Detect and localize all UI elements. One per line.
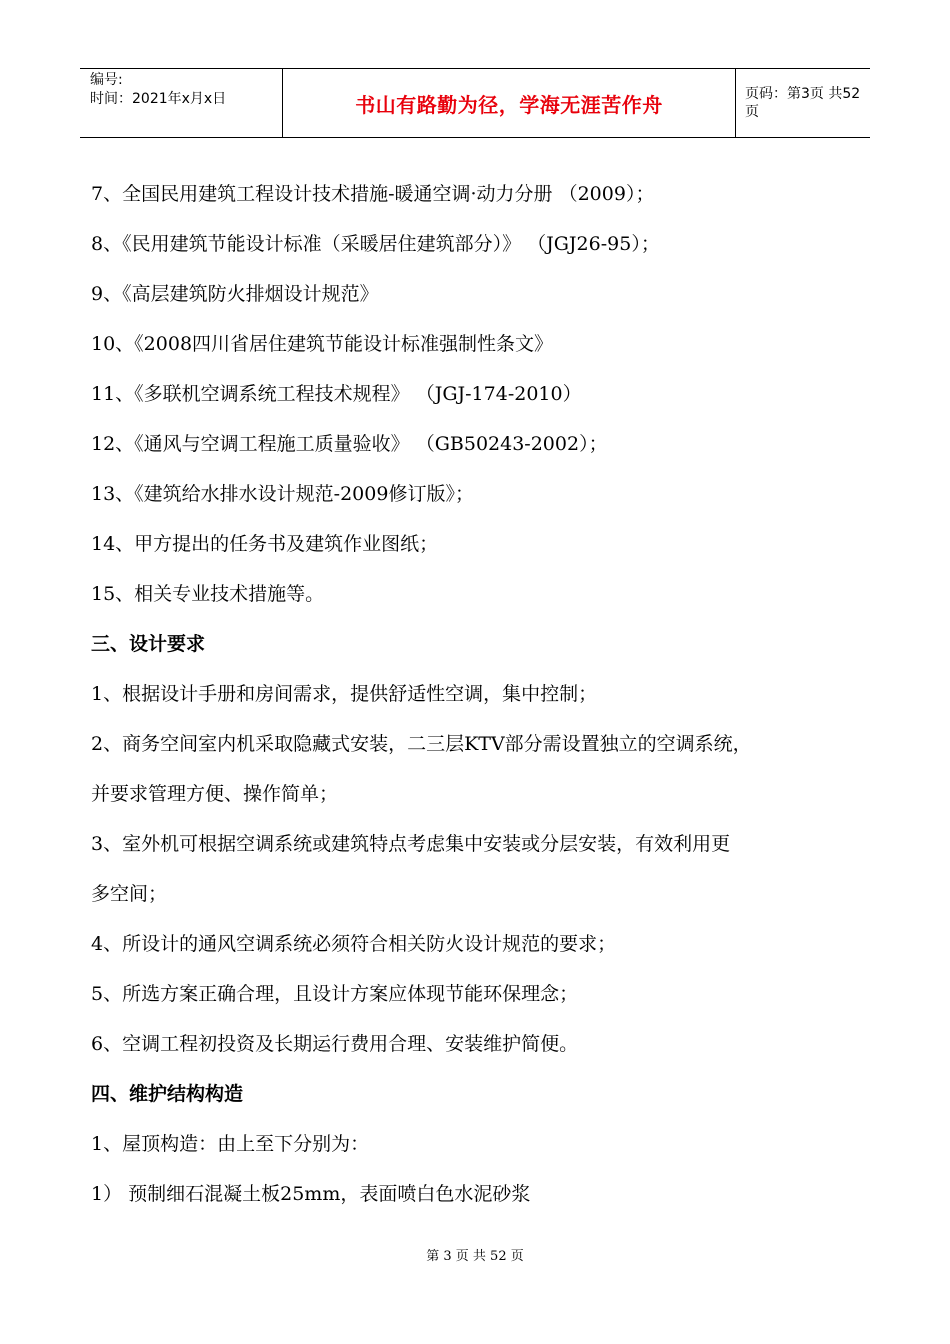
body-line: 14、甲方提出的任务书及建筑作业图纸； [91, 533, 439, 555]
time-label: 时间：2021年x月x日 [90, 91, 227, 107]
header-left-cell [80, 69, 282, 137]
number-label: 编号: [90, 72, 123, 88]
body-line: 多空间； [91, 883, 168, 905]
page-header [80, 68, 870, 138]
body-line: 8、《民用建筑节能设计标准（采暖居住建筑部分）》 （JGJ26-95）； [91, 233, 660, 255]
body-line: 11、《多联机空调系统工程技术规程》 （JGJ-174-2010） [91, 383, 582, 405]
body-line: 15、相关专业技术措施等。 [91, 583, 325, 605]
body-line: 1、屋顶构造：由上至下分别为： [91, 1133, 370, 1155]
page-footer: 第 3 页 共 52 页 [426, 1249, 524, 1264]
section-heading-requirements: 三、设计要求 [91, 633, 206, 655]
body-line: 1） 预制细石混凝土板25mm，表面喷白色水泥砂浆 [91, 1183, 531, 1205]
section-heading-envelope: 四、维护结构构造 [91, 1083, 244, 1105]
body-line: 13、《建筑给水排水设计规范-2009修订版》； [91, 483, 474, 505]
body-line: 5、所选方案正确合理，且设计方案应体现节能环保理念； [91, 983, 579, 1005]
body-line: 7、全国民用建筑工程设计技术措施-暖通空调·动力分册 （2009）； [91, 183, 655, 205]
body-line: 12、《通风与空调工程施工质量验收》 （GB50243-2002）； [91, 433, 608, 455]
body-line: 10、《2008四川省居住建筑节能设计标准强制性条文》 [91, 333, 554, 355]
header-motto-cell [282, 69, 736, 137]
body-line: 9、《高层建筑防火排烟设计规范》 [91, 283, 379, 305]
header-page-cell [735, 69, 870, 137]
body-line: 6、空调工程初投资及长期运行费用合理、安装维护简便。 [91, 1033, 579, 1055]
body-line: 1、根据设计手册和房间需求，提供舒适性空调，集中控制； [91, 683, 598, 705]
body-line: 4、所设计的通风空调系统必须符合相关防火设计规范的要求； [91, 933, 617, 955]
body-line: 3、室外机可根据空调系统或建筑特点考虑集中安装或分层安装，有效利用更 [91, 833, 731, 855]
page-info: 页码：第3页 共52页 [745, 86, 861, 120]
body-line: 2、商务空间室内机采取隐藏式安装，二三层KTV部分需设置独立的空调系统， [91, 733, 752, 755]
body-line: 并要求管理方便、操作简单； [91, 783, 339, 805]
motto-text: 书山有路勤为径，学海无涯苦作舟 [355, 92, 663, 117]
